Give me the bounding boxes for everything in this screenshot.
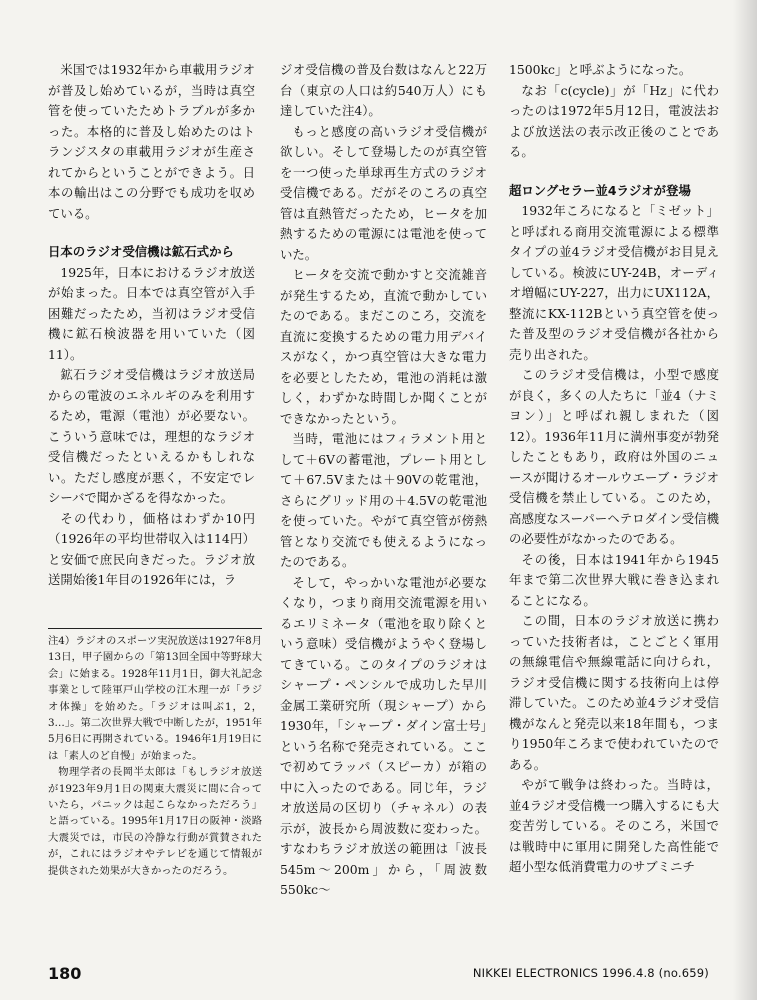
paragraph: やがて戦争は終わった。当時は，並4ラジオ受信機一つ購入するにも大変苦労している。そのころ，米国では戦時中に軍用に開発した高性能で超小型な低消費電力のサブミニチ	[509, 777, 719, 874]
section-heading: 日本のラジオ受信機は鉱石式から	[48, 244, 234, 259]
publication-footer: NIKKEI ELECTRONICS 1996.4.8 (no.659)	[472, 966, 709, 980]
footnote-4: 注4）ラジオのスポーツ実況放送は1927年8月13日，甲子園からの「第13回全国中等野球大会」に始まる。1928年11月1日，御大礼記念事業として陸軍戸山学校の江木理一が「ラジオ体操」を始めた。「ラジオは叫ぶ1，2，3…」。第二次世界大戦で中断したが，1951年5月6日に再開されている。1946年1月19日には「素人のど自慢」が始まった。	[48, 635, 262, 762]
paragraph: その後，日本は1941年から1945年まで第二次世界大戦に巻き込まれることになる。	[509, 551, 719, 608]
section-heading: 超ロングセラー並4ラジオが登場	[509, 182, 691, 198]
paragraph: そして，やっかいな電池が必要なくなり，つまり商用交流電源を用いるエリミネータ（電池を取り除くという意味）受信機がようやく登場してきている。このタイプのラジオはシャープ・ペンシルで成功した早川金属工業研究所（現シャープ）から1930年，「シャープ・ダイン富士号」という名称で発売されている。ここで初めてラッパ（スピーカ）が箱の中に入ったのである。同じ年，ラジオ放送局の区切り（チャネル）の表示が，波長から周波数に変わった。すなわちラジオ放送の範囲は「波長545m～200m」から，「周波数550kc～	[280, 574, 487, 897]
paragraph: 1925年，日本におけるラジオ放送が始まった。日本では真空管が入手困難だったため，当初はラジオ受信機に鉱石検波器を用いていた（図11）。	[48, 264, 255, 362]
paragraph: 米国では1932年から車載用ラジオが普及し始めているが，当時は真空管を使っていたためトラブルが多かった。本格的に普及し始めたのはトランジスタの車載用ラジオが生産されてからということができよう。日本の輸出はこの分野でも成功を収めている。	[48, 62, 255, 221]
page-number: 180	[48, 964, 82, 983]
paragraph: 1500kc」と呼ぶようになった。	[509, 62, 692, 77]
paragraph: その代わり，価格はわずか10円（1926年の平均世帯収入は114円）と安価で庶民向きだった。ラジオ放送開始後1年目の1926年には，ラ	[48, 510, 255, 587]
text-column-3	[509, 60, 719, 878]
paragraph: 当時，電池にはフィラメント用として＋6Vの蓄電池，プレート用として＋67.5Vまたは＋90Vの乾電池，さらにグリッド用の＋4.5Vの乾電池を使っていた。やがて真空管が傍熱管となり交流でも使えるようになったのである。	[280, 431, 487, 569]
scan-edge-shadow	[733, 0, 757, 1000]
footnote-box	[48, 628, 262, 879]
paragraph: ジオ受信機の普及台数はなんと22万台（東京の人口は約540万人）にも達していた注4）。	[280, 62, 487, 118]
footnote-4-continued: 物理学者の長岡半太郎は「もしラジオ放送が1923年9月1日の関東大震災に間に合っていたら，パニックは起こらなかっただろう」と語っている。1995年1月17日の阪神・淡路大震災では，市民の冷静な行動が賞賛されたが，これにはラジオやテレビを通じて情報が提供された効果が大きかったのだろう。	[48, 766, 262, 877]
paragraph: このラジオ受信機は，小型で感度が良く，多くの人たちに「並4（ナミヨン）」と呼ばれ親しまれた（図12）。1936年11月に満州事変が勃発したこともあり，政府は外国のニュースが聞けるオールウエーブ・ラジオ受信機を禁止している。このため，高感度なスーパーヘテロダイン受信機の必要性がなかったのである。	[509, 367, 719, 546]
paragraph: 鉱石ラジオ受信機はラジオ放送局からの電波のエネルギのみを利用するため，電源（電池）が必要ない。こういう意味では，理想的なラジオ受信機だったといえるかもしれない。ただし感度が悪く，不安定でレシーバで聞かざるを得なかった。	[48, 367, 255, 505]
paragraph: なお「c(cycle)」が「Hz」に代わったのは1972年5月12日，電波法および放送法の表示改正後のことである。	[509, 82, 719, 159]
paragraph: もっと感度の高いラジオ受信機が欲しい。そして登場したのが真空管を一つ使った単球再生方式のラジオ受信機である。だがそのころの真空管は直熱管だったため，ヒータを加熱するための電源には電池を使っていた。	[280, 123, 487, 262]
paragraph: ヒータを交流で動かすと交流雑音が発生するため，直流で動かしていたのである。まだこのころ，交流を直流に変換するための電力用デバイスがなく，かつ真空管は大きな電力を必要としたため，電池の消耗は激しく，わずかな時間しか聞くことができなかったという。	[280, 267, 487, 426]
paragraph: 1932年ころになると「ミゼット」と呼ばれる商用交流電源による標準タイプの並4ラジオ受信機がお目見えしている。検波にUY-24B，オーディオ増幅にUY-227，出力にUX112A，整流にKX-112Bという真空管を使った普及型のラジオ受信機が各社から売り出された。	[509, 203, 719, 362]
paragraph: この間，日本のラジオ放送に携わっていた技術者は，ことごとく軍用の無線電信や無線電話に向けられ，ラジオ受信機に関する技術向上は停滞していた。このため並4ラジオ受信機がなんと発売以来18年間も，つまり1950年ころまで使われていたのである。	[509, 613, 719, 772]
text-column-2	[280, 60, 487, 901]
text-column-1	[48, 60, 255, 591]
